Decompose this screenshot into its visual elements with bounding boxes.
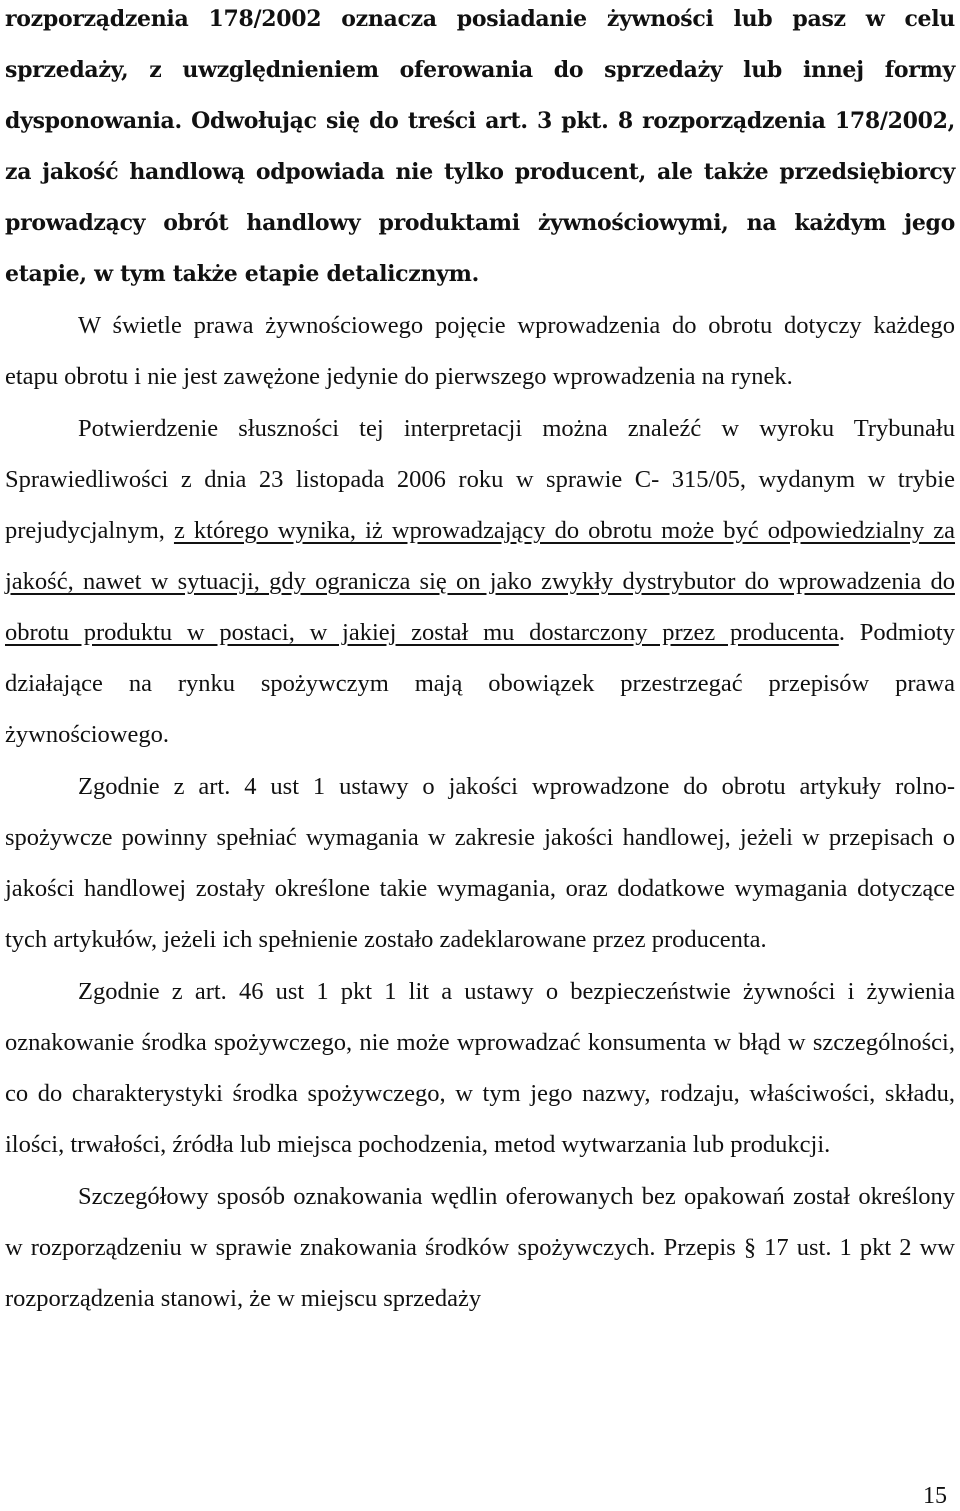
court-ruling-intro-text: Potwierdzenie słuszności tej interpretacji można znaleźć w wyroku Trybunału Sprawiedliwości z dnia 23 listopada 2006 roku w sprawie C- 315/05, wydanym w trybie prejudycjalnym, xyxy=(5,415,955,544)
document-page xyxy=(5,0,955,1509)
paragraph-sausage-labelling: Szczegółowy sposób oznakowania wędlin oferowanych bez opakowań został określony w rozporządzeniu w sprawie znakowania środków spożywczych. Przepis § 17 ust. 1 pkt 2 ww rozporządzenia stanowi, że w miejscu sprzedaży xyxy=(5,1183,955,1312)
page-number: 15 xyxy=(923,1483,947,1509)
court-ruling-underlined-quote: z którego wynika, iż wprowadzający do obrotu może być odpowiedzialny za jakość, nawet w sytuacji, gdy ogranicza się on jako zwykły dystrybutor do wprowadzenia do obrotu produktu w postaci, w jakiej został mu dostarczony przez producenta xyxy=(5,517,956,646)
court-ruling-closing-text: . Podmioty działające na rynku spożywczym mają obowiązek przestrzegać przepisów prawa żywnościowego. xyxy=(5,619,955,748)
paragraph-food-law-concept: W świetle prawa żywnościowego pojęcie wprowadzenia do obrotu dotyczy każdego etapu obrotu i nie jest zawężone jedynie do pierwszego wprowadzenia na rynek. xyxy=(5,312,955,390)
paragraph-art-46-labelling: Zgodnie z art. 46 ust 1 pkt 1 lit a ustawy o bezpieczeństwie żywności i żywienia oznakowanie środka spożywczego, nie może wprowadzać konsumenta w błąd w szczególności, co do charakterystyki środka spożywczego, w tym jego nazwy, rodzaju, właściwości, składu, ilości, trwałości, źródła lub miejsca pochodzenia, metod wytwarzania lub produkcji. xyxy=(5,978,955,1158)
paragraph-art-4-quality: Zgodnie z art. 4 ust 1 ustawy o jakości wprowadzone do obrotu artykuły rolno- spożywcze powinny spełniać wymagania w zakresie jakości handlowej, jeżeli w przepisach o jakości handlowej zostały określone takie wymagania, oraz dodatkowe wymagania dotyczące tych artykułów, jeżeli ich spełnienie zostało zadeklarowane przez producenta. xyxy=(5,773,955,953)
paragraph-regulation-definition: rozporządzenia 178/2002 oznacza posiadanie żywności lub pasz w celu sprzedaży, z uwzględnieniem oferowania do sprzedaży lub innej formy dysponowania. Odwołując się do treści art. 3 pkt. 8 rozporządzenia 178/2002, za jakość handlową odpowiada nie tylko producent, ale także przedsiębiorcy prowadzący obrót handlowy produktami żywnościowymi, na każdym jego etapie, w tym także etapie detalicznym. xyxy=(5,6,955,287)
paragraph-court-ruling xyxy=(5,403,955,760)
